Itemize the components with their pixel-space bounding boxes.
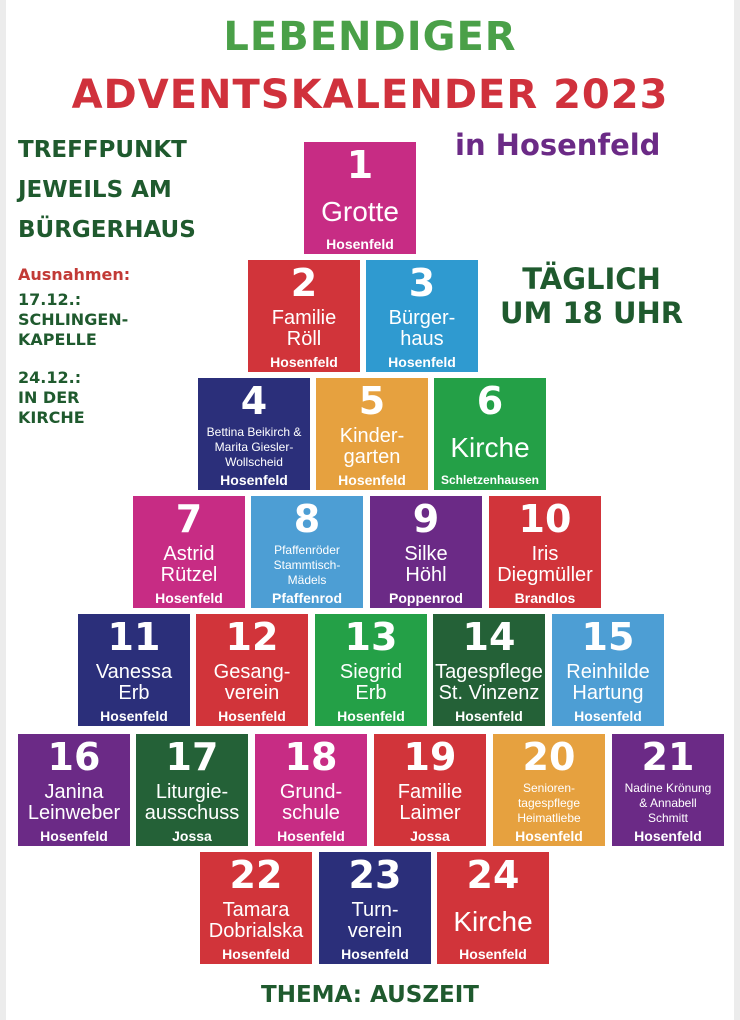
door-number: 19 xyxy=(403,735,457,779)
door-place: Jossa xyxy=(172,828,212,844)
door-place: Hosenfeld xyxy=(341,946,409,962)
door-number: 16 xyxy=(47,735,101,779)
door-host: Astrid Rützel xyxy=(160,543,218,586)
door-5 xyxy=(316,378,428,490)
door-number: 5 xyxy=(358,379,386,423)
door-place: Hosenfeld xyxy=(100,708,168,724)
door-place: Hosenfeld xyxy=(455,708,523,724)
door-place: Hosenfeld xyxy=(337,708,405,724)
door-host: Silke Höhl xyxy=(404,543,448,586)
door-place: Hosenfeld xyxy=(40,828,108,844)
door-host: Grotte xyxy=(321,195,399,227)
door-host: Bürger- haus xyxy=(388,307,456,350)
door-number: 20 xyxy=(522,735,576,779)
door-host: Familie Laimer xyxy=(397,781,463,824)
door-place: Schletzenhausen xyxy=(440,473,540,487)
title-line-1: LEBENDIGER xyxy=(223,14,517,60)
door-12 xyxy=(196,614,308,726)
door-host: Iris Diegmüller xyxy=(497,543,593,586)
door-20 xyxy=(493,734,605,846)
door-number: 4 xyxy=(240,379,268,423)
daily-line: TÄGLICH xyxy=(522,262,661,296)
door-number: 24 xyxy=(466,853,520,897)
exception-line: KIRCHE xyxy=(18,408,85,427)
exception-line: IN DER xyxy=(18,388,80,407)
door-number: 11 xyxy=(107,615,161,659)
door-place: Hosenfeld xyxy=(574,708,642,724)
door-13 xyxy=(315,614,427,726)
door-17 xyxy=(136,734,248,846)
door-host: Tamara Dobrialska xyxy=(208,899,304,942)
door-place: Hosenfeld xyxy=(270,354,338,370)
location-text: in Hosenfeld xyxy=(455,128,661,162)
door-host: Grund- schule xyxy=(279,781,343,824)
exception-line: 24.12.: xyxy=(18,368,82,387)
door-4 xyxy=(198,378,310,490)
door-number: 3 xyxy=(408,261,436,305)
door-22 xyxy=(200,852,312,964)
door-host: Nadine Krönung & Annabell Schmitt xyxy=(624,780,712,825)
door-host: Pfaffenröder Stammtisch- Mädels xyxy=(273,542,341,587)
door-place: Hosenfeld xyxy=(218,708,286,724)
theme-text: THEMA: AUSZEIT xyxy=(261,982,479,1008)
door-7 xyxy=(133,496,245,608)
door-host: Familie Röll xyxy=(271,307,337,350)
door-host: Kirche xyxy=(450,431,530,463)
daily-line: UM 18 UHR xyxy=(500,296,684,330)
door-host: Liturgie- ausschuss xyxy=(144,781,240,824)
door-place: Hosenfeld xyxy=(155,590,223,606)
door-9 xyxy=(370,496,482,608)
door-1 xyxy=(304,142,416,254)
door-host: Siegrid Erb xyxy=(339,661,403,704)
door-number: 18 xyxy=(284,735,338,779)
door-23 xyxy=(319,852,431,964)
door-place: Hosenfeld xyxy=(222,946,290,962)
door-number: 9 xyxy=(412,497,440,541)
door-place: Hosenfeld xyxy=(326,236,394,252)
door-number: 10 xyxy=(518,497,572,541)
door-host: Kinder- garten xyxy=(339,425,405,468)
door-place: Pfaffenrod xyxy=(272,590,342,606)
door-3 xyxy=(366,260,478,372)
door-16 xyxy=(18,734,130,846)
door-10 xyxy=(489,496,601,608)
exception-line: KAPELLE xyxy=(18,330,97,349)
exceptions-heading: Ausnahmen: xyxy=(18,265,131,284)
door-19 xyxy=(374,734,486,846)
door-host: Gesang- verein xyxy=(213,661,291,704)
door-number: 15 xyxy=(581,615,635,659)
door-11 xyxy=(78,614,190,726)
exception-line: 17.12.: xyxy=(18,290,82,309)
exception-1 xyxy=(18,290,128,350)
door-15 xyxy=(552,614,664,726)
meeting-point-text xyxy=(18,130,196,250)
door-host: Bettina Beikirch & Marita Giesler- Wollscheid xyxy=(206,424,302,469)
meeting-line: JEWEILS AM xyxy=(18,177,172,203)
daily-time-text xyxy=(500,262,683,330)
door-number: 22 xyxy=(229,853,283,897)
meeting-line: TREFFPUNKT xyxy=(18,137,187,163)
door-8 xyxy=(251,496,363,608)
door-number: 1 xyxy=(346,143,374,187)
door-number: 21 xyxy=(641,735,695,779)
door-number: 6 xyxy=(476,379,504,423)
door-host: Vanessa Erb xyxy=(95,661,173,704)
door-place: Hosenfeld xyxy=(388,354,456,370)
door-place: Hosenfeld xyxy=(515,828,583,844)
door-place: Hosenfeld xyxy=(277,828,345,844)
door-number: 12 xyxy=(225,615,279,659)
door-place: Jossa xyxy=(410,828,450,844)
door-number: 17 xyxy=(165,735,219,779)
door-host: Tagespflege St. Vinzenz xyxy=(435,661,543,704)
door-6 xyxy=(434,378,546,490)
door-number: 23 xyxy=(348,853,402,897)
exception-2 xyxy=(18,368,85,428)
door-place: Brandlos xyxy=(514,590,576,606)
door-host: Senioren- tagespflege Heimatliebe xyxy=(517,780,581,825)
door-number: 14 xyxy=(462,615,516,659)
meeting-line: BÜRGERHAUS xyxy=(18,217,196,243)
door-place: Hosenfeld xyxy=(338,472,406,488)
door-14 xyxy=(433,614,545,726)
title-line-2: ADVENTSKALENDER 2023 xyxy=(71,72,669,118)
door-place: Hosenfeld xyxy=(634,828,702,844)
door-place: Hosenfeld xyxy=(459,946,527,962)
door-place: Hosenfeld xyxy=(220,472,288,488)
door-number: 13 xyxy=(344,615,398,659)
door-18 xyxy=(255,734,367,846)
door-number: 7 xyxy=(175,497,203,541)
door-21 xyxy=(612,734,724,846)
door-host: Kirche xyxy=(453,905,533,937)
door-number: 2 xyxy=(290,261,318,305)
door-place: Poppenrod xyxy=(389,590,463,606)
door-24 xyxy=(437,852,549,964)
door-host: Janina Leinweber xyxy=(27,781,121,824)
door-number: 8 xyxy=(293,497,321,541)
door-2 xyxy=(248,260,360,372)
door-host: Turn- verein xyxy=(347,899,403,942)
door-host: Reinhilde Hartung xyxy=(566,661,650,704)
exception-line: SCHLINGEN- xyxy=(18,310,129,329)
